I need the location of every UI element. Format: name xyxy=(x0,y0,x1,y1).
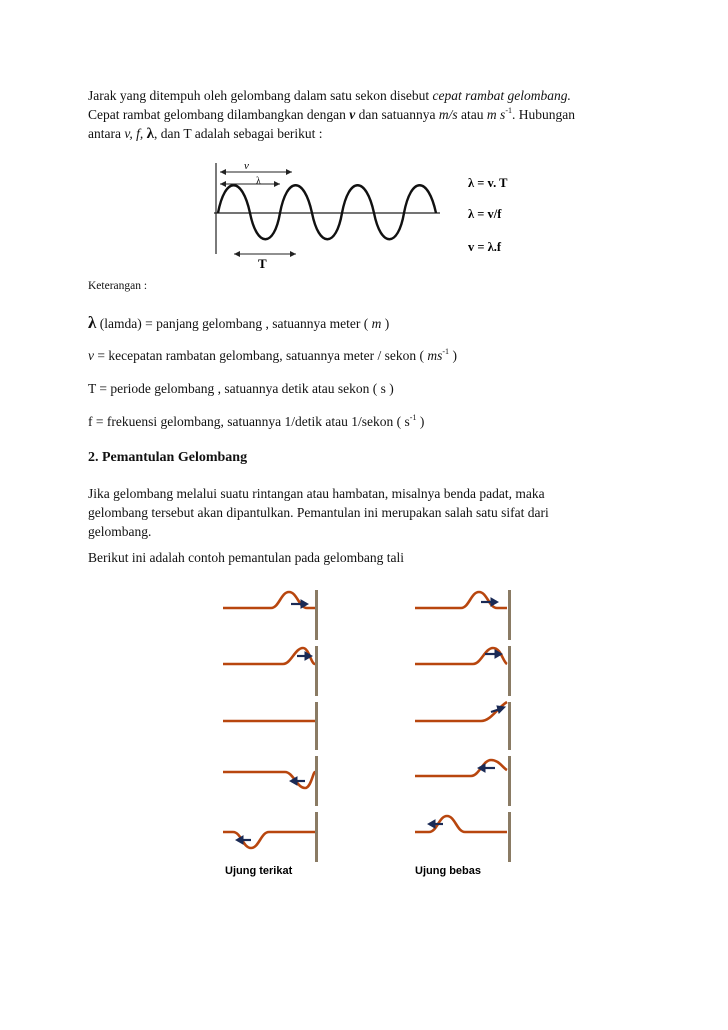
arrowhead xyxy=(220,181,226,187)
unit: m xyxy=(371,316,382,331)
wall xyxy=(508,756,511,806)
paragraph-line: gelombang. xyxy=(88,524,152,539)
symbol-vars: v, f, xyxy=(124,126,147,141)
unit: ms xyxy=(427,348,443,363)
keterangan-text: ) xyxy=(416,414,425,429)
paragraph-line: Jika gelombang melalui suatu rintangan atau hambatan, misalnya benda padat, maka xyxy=(88,486,545,501)
intro-text: , dan T adalah sebagai berikut : xyxy=(153,126,323,141)
label-v: v xyxy=(244,160,249,172)
formula-1: λ = v. T xyxy=(468,176,508,190)
unit-ms-inv: m s xyxy=(486,107,506,122)
arrowhead xyxy=(290,251,296,257)
intro-text: antara xyxy=(88,126,125,141)
unit-ms: m/s xyxy=(438,107,458,122)
arrowhead xyxy=(286,169,292,175)
wall xyxy=(315,646,318,696)
arrowhead xyxy=(220,169,226,175)
keterangan-text: ) xyxy=(381,316,390,331)
wall xyxy=(315,756,318,806)
wall xyxy=(508,646,511,696)
sine-wave xyxy=(218,185,436,239)
wall xyxy=(315,812,318,862)
wall xyxy=(315,590,318,640)
superscript: -1 xyxy=(442,347,450,356)
symbol-v: v xyxy=(88,348,94,363)
symbol-v: v xyxy=(349,107,356,122)
intro-text: . Hubungan xyxy=(511,107,575,122)
free-end-panel xyxy=(415,590,511,877)
wave-figure xyxy=(200,158,540,270)
section-heading: 2. Pemantulan Gelombang xyxy=(88,450,248,465)
keterangan-f xyxy=(88,414,424,430)
arrowhead xyxy=(234,251,240,257)
arrowhead xyxy=(274,181,280,187)
example-sentence: Berikut ini adalah contoh pemantulan pada gelombang tali xyxy=(88,550,405,565)
keterangan-v xyxy=(88,348,457,364)
keterangan-text: f = frekuensi gelombang, satuannya 1/detik atau 1/sekon ( s xyxy=(88,414,410,429)
label-free-end: Ujung bebas xyxy=(415,865,482,877)
keterangan-text: (lamda) = panjang gelombang , satuannya meter ( xyxy=(96,316,372,331)
intro-line-1 xyxy=(88,86,648,105)
rope xyxy=(415,648,507,664)
formula-3: v = λ.f xyxy=(468,240,502,254)
symbol-lambda: λ xyxy=(88,313,97,332)
intro-text: Jarak yang ditempuh oleh gelombang dalam satu sekon disebut xyxy=(88,88,433,103)
intro-term: cepat rambat gelombang. xyxy=(432,88,571,103)
fixed-end-panel xyxy=(223,590,318,877)
section2-paragraph xyxy=(88,484,648,541)
label-t: T xyxy=(258,256,267,270)
wall xyxy=(315,702,318,750)
paragraph-line: gelombang tersebut akan dipantulkan. Pemantulan ini merupakan salah satu sifat dari xyxy=(88,505,549,520)
intro-line-3 xyxy=(88,124,648,144)
wall xyxy=(508,702,511,750)
symbol-lambda: λ xyxy=(146,126,154,142)
wall xyxy=(508,590,511,640)
keterangan-lambda xyxy=(88,313,389,333)
superscript: -1 xyxy=(505,106,512,115)
reflection-figure xyxy=(215,582,525,882)
intro-text: dan satuannya xyxy=(355,107,439,122)
intro-text: Cepat rambat gelombang dilambangkan dengan xyxy=(88,107,350,122)
intro-paragraph xyxy=(88,86,648,144)
formula-2: λ = v/f xyxy=(468,207,502,221)
intro-line-2 xyxy=(88,105,648,124)
keterangan-text: ) xyxy=(449,348,457,363)
wall xyxy=(508,812,511,862)
keterangan-text: = kecepatan rambatan gelombang, satuannya meter / sekon ( xyxy=(94,348,428,363)
keterangan-t: T = periode gelombang , satuannya detik atau sekon ( s ) xyxy=(88,381,394,396)
keterangan-title: Keterangan : xyxy=(88,280,148,292)
intro-text: atau xyxy=(457,107,487,122)
superscript: -1 xyxy=(409,413,417,422)
label-fixed-end: Ujung terikat xyxy=(225,865,293,877)
label-lambda: λ xyxy=(256,176,261,187)
